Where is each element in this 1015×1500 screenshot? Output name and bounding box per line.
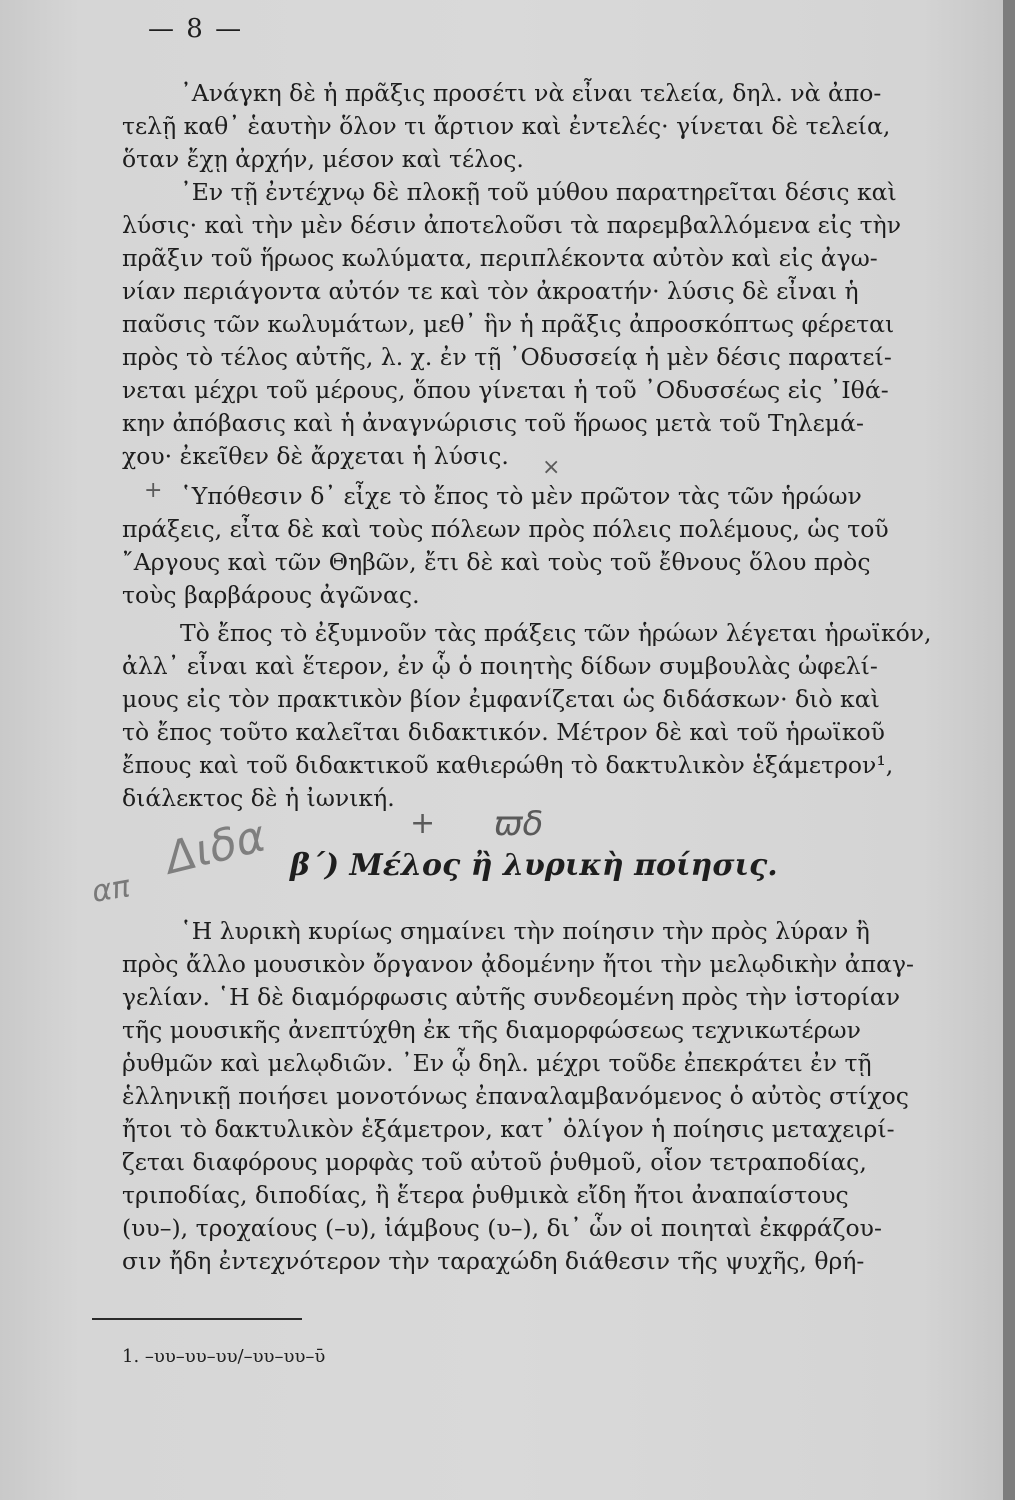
text-line: πρᾶξιν τοῦ ἥρωος κωλύματα, περιπλέκοντα αὐτὸν καὶ εἰς ἀγω-: [122, 244, 878, 272]
text-line: σιν ἤδη ἐντεχνότερον τὴν ταραχώδη διάθεσιν τῆς ψυχῆς, θρή-: [122, 1247, 865, 1275]
text-line: τελῇ καθ᾿ ἑαυτὴν ὅλον τι ἄρτιον καὶ ἐντελές· γίνεται δὲ τελεία,: [122, 112, 891, 140]
text-line: (υυ–), τροχαίους (–υ), ἰάμβους (υ–), δι᾿ ὧν οἱ ποιηταὶ ἐκφράζου-: [122, 1214, 882, 1242]
text-line: κην ἀπόβασις καὶ ἡ ἀναγνώρισις τοῦ ἥρωος μετὰ τοῦ Τηλεμά-: [122, 409, 864, 437]
text-line: ζεται διαφόρους μορφὰς τοῦ αὐτοῦ ῥυθμοῦ, οἷον τετραποδίας,: [122, 1148, 867, 1176]
handwritten-plus-mark: +: [144, 478, 163, 503]
text-line: πρὸς τὸ τέλος αὐτῆς, λ. χ. ἐν τῇ ᾿Οδυσσείᾳ ἡ μὲν δέσις παρατεί-: [122, 343, 892, 371]
text-line: ἤτοι τὸ δακτυλικὸν ἑξάμετρον, κατ᾿ ὀλίγον ἡ ποίησις μεταχειρί-: [122, 1115, 895, 1143]
text-line: παῦσις τῶν κωλυμάτων, μεθ᾿ ἣν ἡ πρᾶξις ἀπροσκόπτως φέρεται: [122, 310, 895, 338]
text-line: ἔπους καὶ τοῦ διδακτικοῦ καθιερώθη τὸ δακτυλικὸν ἑξάμετρον¹,: [122, 751, 894, 779]
handwritten-x-mark: ×: [542, 455, 561, 480]
text-line: ῥυθμῶν καὶ μελῳδιῶν. ᾿Εν ᾧ δηλ. μέχρι τοῦδε ἐπεκράτει ἐν τῇ: [122, 1049, 872, 1077]
handwritten-plus-mark: +: [410, 806, 436, 841]
text-line: τριποδίας, διποδίας, ἢ ἕτερα ῥυθμικὰ εἴδη ἤτοι ἀναπαίστους: [122, 1181, 849, 1209]
text-line: τῆς μουσικῆς ἀνεπτύχθη ἐκ τῆς διαμορφώσεως τεχνικωτέρων: [122, 1016, 861, 1044]
text-line: πράξεις, εἶτα δὲ καὶ τοὺς πόλεων πρὸς πόλεις πολέμους, ὡς τοῦ: [122, 515, 889, 543]
text-line: πρὸς ἄλλο μουσικὸν ὄργανον ᾀδομένην ἤτοι τὴν μελῳδικὴν ἀπαγ-: [122, 950, 914, 978]
text-line: ᾿Εν τῇ ἐντέχνῳ δὲ πλοκῇ τοῦ μύθου παρατηρεῖται δέσις καὶ: [180, 178, 897, 206]
text-line: χου· ἐκεῖθεν δὲ ἄρχεται ἡ λύσις.: [122, 442, 509, 470]
text-line: ἀλλ᾿ εἶναι καὶ ἕτερον, ἐν ᾧ ὁ ποιητὴς δίδων συμβουλὰς ὠφελί-: [122, 652, 878, 680]
page-number: — 8 —: [148, 14, 244, 44]
text-line: ᾿Ανάγκη δὲ ἡ πρᾶξις προσέτι νὰ εἶναι τελεία, δηλ. νὰ ἀπο-: [180, 79, 882, 107]
text-line: μους εἰς τὸν πρακτικὸν βίον ἐμφανίζεται ὡς διδάσκων· διὸ καὶ: [122, 685, 880, 713]
text-line: τὸ ἔπος τοῦτο καλεῖται διδακτικόν. Μέτρον δὲ καὶ τοῦ ἡρωϊκοῦ: [122, 718, 885, 746]
text-line: ῾Η λυρικὴ κυρίως σημαίνει τὴν ποίησιν τὴν πρὸς λύραν ἢ: [180, 917, 870, 945]
text-line: διάλεκτος δὲ ἡ ἰωνική.: [122, 784, 395, 812]
footnote-rule: [92, 1318, 302, 1320]
text-line: λύσις· καὶ τὴν μὲν δέσιν ἀποτελοῦσι τὰ παρεμβαλλόμενα εἰς τὴν: [122, 211, 902, 239]
text-line: γελίαν. ῾Η δὲ διαμόρφωσις αὐτῆς συνδεομένη πρὸς τὴν ἱστορίαν: [122, 983, 901, 1011]
text-line: ῎Αργους καὶ τῶν Θηβῶν, ἔτι δὲ καὶ τοὺς τοῦ ἔθνους ὅλου πρὸς: [122, 548, 871, 576]
text-line: νεται μέχρι τοῦ μέρους, ὅπου γίνεται ἡ τοῦ ᾿Οδυσσέως εἰς ᾿Ιθά-: [122, 376, 889, 404]
section-heading: β΄) Μέλος ἢ λυρικὴ ποίησις.: [290, 848, 778, 883]
handwritten-margin-prefix: απ: [89, 868, 133, 911]
text-line: νίαν περιάγοντα αὐτόν τε καὶ τὸν ἀκροατήν· λύσις δὲ εἶναι ἡ: [122, 277, 859, 305]
text-line: ὅταν ἔχῃ ἀρχήν, μέσον καὶ τέλος.: [122, 145, 524, 173]
text-line: Τὸ ἔπος τὸ ἐξυμνοῦν τὰς πράξεις τῶν ἡρώων λέγεται ἡρωϊκόν,: [180, 619, 932, 647]
footnote: 1. –υυ–υυ–υυ/–υυ–υυ–ῡ: [122, 1346, 326, 1367]
text-line: ῾Υπόθεσιν δ᾿ εἶχε τὸ ἔπος τὸ μὲν πρῶτον τὰς τῶν ἡρώων: [180, 482, 862, 510]
handwritten-margin-word: Διδα: [160, 810, 271, 885]
text-line: ἑλληνικῇ ποιήσει μονοτόνως ἐπαναλαμβανόμενος ὁ αὐτὸς στίχος: [122, 1082, 909, 1110]
handwritten-word: ϖδ: [494, 804, 544, 844]
text-line: τοὺς βαρβάρους ἀγῶνας.: [122, 581, 420, 609]
